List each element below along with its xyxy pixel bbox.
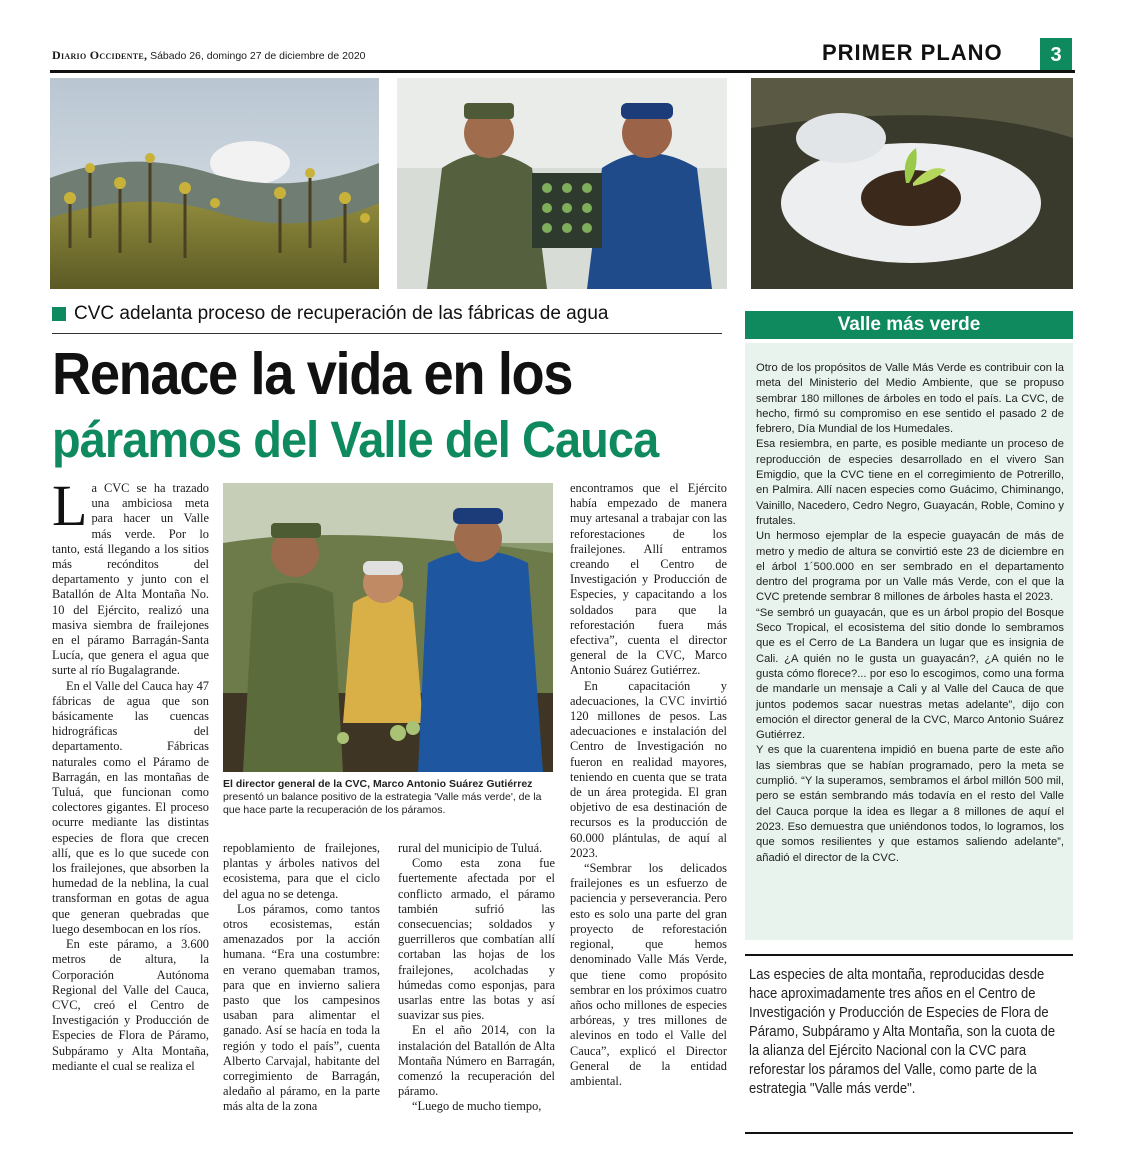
paragraph: Los páramos, como tantos otros ecosistemas, están amenazados por la acción humana. “Era una costumbre: en verano quemaban tramos, para que en invierno saliera pasto que los campesinos usaban para alimentar el ganado. Así se hacía en toda la región y todo el país”, cuenta Alberto Carvajal, habitante del corregimiento de Barragán, aledaño al páramo, en la parte más alta de la zona — [223, 901, 380, 1114]
issue-date: Sábado 26, domingo 27 de diciembre de 2020 — [150, 50, 366, 62]
sidebar-paragraph: Un hermoso ejemplar de la especie guayacán de más de metro y medio de altura se convirtió este 23 de diciembre en el árbol 1´500.000 en ser sembrado en el departamento dentro del programa por un Valle más Verde, con el que la CVC pretende sembrar 8 millones de árboles hasta el 2023. — [756, 530, 1064, 604]
paragraph: En el Valle del Cauca hay 47 fábricas de agua que son básicamente las cuencas hidrográficas del departamento. Fábricas naturales como el Páramo de Barragán, en las montañas de Tuluá, que funcionan como colectores gigantes. El proceso ocurre mediante las distintas especies de flora que crecen allí, que es lo que sucede con los frailejones, que absorben la humedad de la neblina, la cual transforman en gotas de agua que generan quebradas que luego desembocan en los ríos. — [52, 678, 209, 936]
photo-caption — [223, 778, 555, 817]
paragraph: “Sembrar los delicados frailejones es un esfuerzo de paciencia y perseverancia. Pero esto es solo una parte del gran proyecto de reforestación regional, que hemos denominado Valle Más Verde, que tiene como propósito sembrar en los próximos cuatro años ocho millones de especies arbóreas, y tres millones de alevinos en todo el Valle del Cauca”, explicó el Director General de la entidad ambiental. — [570, 861, 727, 1088]
paper-name: Diario Occidente, — [52, 48, 148, 62]
article-column-3 — [398, 841, 555, 1115]
page-number: 3 — [1040, 38, 1072, 72]
article-column-4 — [570, 481, 727, 1089]
photo-seedling-tray — [397, 78, 727, 289]
header-rule — [50, 70, 1075, 73]
bottom-caption: Las especies de alta montaña, reproducidas desde hace aproximadamente tres años en el Centro de Investigación y Producción de Especies de Flora de Páramo, Subpáramo y Alta Montaña, son la cuota de la alianza del Ejército Nacional con la CVC para reforestar los páramos del Valle, como parte de la estrategia "Valle más verde". — [749, 967, 1056, 1097]
kicker-square-icon — [52, 307, 66, 321]
paragraph: En capacitación y adecuaciones, la CVC invirtió 120 millones de pesos. Las adecuaciones e instalación del Centro de Investigación no fueron en realidad mayores, teniendo en cuenta que se trata de un área protegida. El gran objetivo de esa destinación de recursos es la producción de 60.000 plántulas, de aquí al 2023. — [570, 678, 727, 860]
kicker-rule — [52, 333, 722, 334]
paragraph: encontramos que el Ejército había empezado de manera muy artesanal a trabajar con las reforestaciones de los frailejones. Allí entramos creando el Centro de Investigación y Producción de Especies, y capacitando a los soldados para que la reforestación fuera más efectiva”, cuenta el director general de la CVC, Marco Antonio Suárez Gutiérrez. — [570, 481, 727, 678]
drop-cap: L — [52, 473, 88, 538]
paragraph: repoblamiento de frailejones, plantas y árboles nativos del ecosistema, para que el ciclo del agua no se detenga. — [223, 841, 380, 901]
paragraph: rural del municipio de Tuluá. — [398, 841, 543, 855]
sidebar-text — [756, 361, 1064, 866]
sidebar-paragraph: Otro de los propósitos de Valle Más Verde es contribuir con la meta del Ministerio del Medio Ambiente, que se propuso sembrar 180 millones de árboles en todo el país. La CVC, de hecho, firmó su compromiso en ese sentido el pasado 2 de febrero, Día Mundial de los Humedales. — [756, 362, 1064, 436]
photo-planting-frailejones — [223, 483, 553, 772]
paragraph: Como esta zona fue fuertemente afectada por el conflicto armado, el páramo también sufrió las consecuencias; soldados y guerrilleros que combatían allí cortaban las hojas de los frailejones, acolchadas y húmedas como esponjas, para usarlas entre las botas y así suavizar sus pies. — [398, 856, 555, 1023]
sidebar-box — [745, 343, 1073, 940]
photo-paramo-landscape — [50, 78, 379, 289]
sidebar-title: Valle más verde — [745, 311, 1073, 339]
sidebar-paragraph: Esa resiembra, en parte, es posible mediante un proceso de reproducción de especies desarrollado en el vivero San Emigdio, que la CVC tiene en el corregimiento de Potrerillo, en Palmira. Allí nacen especies como Guácimo, Chiminango, Vainillo, Nacedero, Cedro Negro, Guayacán, Roble, Comino y frutales. — [756, 438, 1064, 527]
photo-hands-seedling — [751, 78, 1073, 289]
paragraph: En este páramo, a 3.600 metros de altura, la Corporación Autónoma Regional del Valle del Cauca, CVC, creó el Centro de Investigación y Producción de Especies de Flora de Páramo, Subpáramo y Alta Montaña, mediante el cual se realiza el — [52, 937, 209, 1073]
sidebar-paragraph: Y es que la cuarentena impidió en buena parte de este año las siembras que se habían programado, pero la meta se cumplió. “Y la superamos, sembramos el árbol millón 500 mil, pero se están sembrando más todavía en el resto del Valle del Cauca porque la idea es llegar a 8 millones de aquí el 2023. Eso demuestra que uniéndonos todos, lo logramos, los que somos resilientes y que estamos saliendo adelante”, añadió el director de la CVC. — [756, 744, 1064, 864]
headline-line-1: Renace la vida en los — [52, 341, 573, 407]
kicker-text: CVC adelanta proceso de recuperación de las fábricas de agua — [74, 303, 609, 324]
headline-line-2: páramos del Valle del Cauca — [52, 411, 659, 468]
paragraph: La CVC se ha trazado una ambiciosa meta para hacer un Valle más verde. Por lo tanto, está llegando a los sitios más recónditos del departamento y junto con el Batallón de Alta Montaña No. 10 del Ejército, realizó una masiva siembra de frailejones en el páramo Barragán-Santa Lucía, que genera el agua que surte al río Bugalagrande. — [52, 473, 209, 678]
paragraph: “Luego de mucho tiempo, — [412, 1099, 542, 1114]
kicker — [52, 303, 608, 325]
paragraph: En el año 2014, con la instalación del Batallón de Alta Montaña Número en Barragán, comenzó la recuperación del páramo. — [398, 1023, 555, 1099]
caption-bold: El director general de la CVC, Marco Antonio Suárez Gutiérrez — [223, 778, 533, 790]
caption-text: presentó un balance positivo de la estrategia 'Valle más verde', de la que hace parte la recuperación de los páramos. — [223, 791, 542, 816]
masthead — [52, 48, 366, 63]
sidebar-paragraph: “Se sembró un guayacán, que es un árbol propio del Bosque Seco Tropical, el ecosistema del sitio donde lo sembramos que es el Cerro de La Bandera un lugar que es insignia de Cali. ¿A quién no le gusta un guayacán?, ¿A quién no le gusta cómo florece?... por eso lo escogimos, como una forma de mandarle un mensaje a Cali y al Valle del Cauca de que juntos podemos sacar nuestras metas adelante”, dijo con emoción el director general de la CVC, Marco Antonio Suárez Gutiérrez. — [756, 606, 1064, 742]
article-column-1 — [52, 473, 209, 1074]
section-title: PRIMER PLANO — [822, 40, 1003, 65]
bottom-caption-box — [745, 954, 1073, 1134]
article-column-2 — [223, 841, 380, 1115]
